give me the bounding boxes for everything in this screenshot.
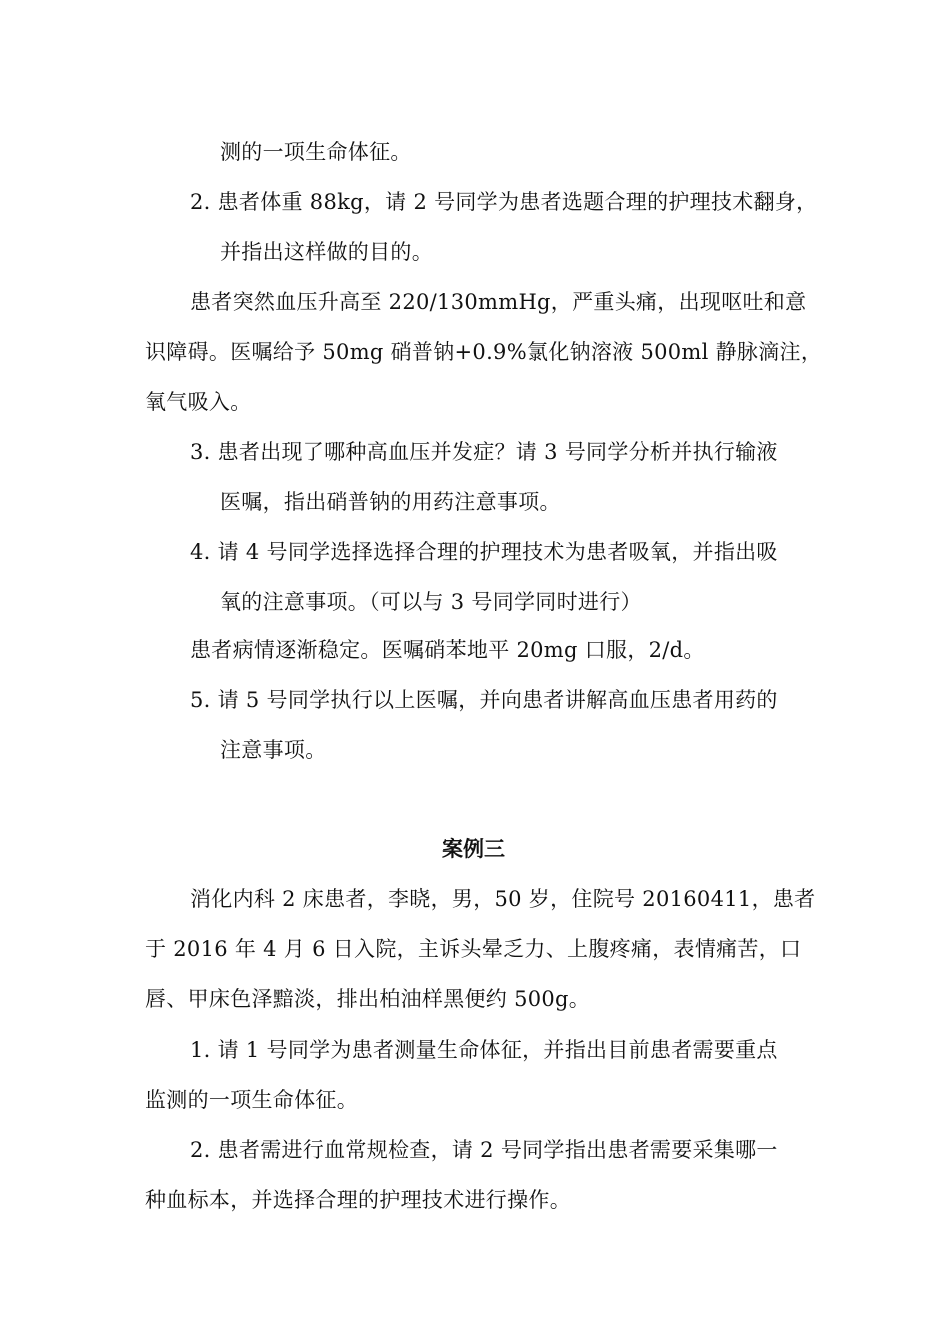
paragraph-1-line-2: 识障碍。医嘱给予 50mg 硝普钠+0.9%氯化钠溶液 500ml 静脉滴注，	[145, 340, 823, 364]
question-2-line-2: 并指出这样做的目的。	[220, 240, 433, 264]
question-3-line-1: 3. 患者出现了哪种高血压并发症？请 3 号同学分析并执行输液	[190, 440, 778, 464]
case-three-intro-line-2: 于 2016 年 4 月 6 日入院，主诉头晕乏力、上腹疼痛，表情痛苦，口	[145, 937, 802, 961]
question-3-line-2: 医嘱，指出硝普钠的用药注意事项。	[220, 490, 561, 514]
case-three-question-1-line-1: 1. 请 1 号同学为患者测量生命体征，并指出目前患者需要重点	[190, 1038, 778, 1062]
case-three-title: 案例三	[442, 837, 505, 861]
paragraph-2: 患者病情逐渐稳定。医嘱硝苯地平 20mg 口服，2/d。	[190, 638, 705, 662]
question-2-line-1: 2. 患者体重 88kg，请 2 号同学为患者选题合理的护理技术翻身，	[190, 190, 818, 214]
question-5-line-1: 5. 请 5 号同学执行以上医嘱，并向患者讲解高血压患者用药的	[190, 688, 778, 712]
question-1-continuation: 测的一项生命体征。	[220, 140, 412, 164]
paragraph-1-line-3: 氧气吸入。	[145, 390, 252, 414]
case-three-question-2-line-2: 种血标本，并选择合理的护理技术进行操作。	[145, 1188, 571, 1212]
case-three-question-1-line-2: 监测的一项生命体征。	[145, 1088, 358, 1112]
question-4-line-2: 氧的注意事项。（可以与 3 号同学同时进行）	[220, 590, 642, 614]
question-4-line-1: 4. 请 4 号同学选择选择合理的护理技术为患者吸氧，并指出吸	[190, 540, 778, 564]
question-5-line-2: 注意事项。	[220, 738, 327, 762]
case-three-intro-line-3: 唇、甲床色泽黯淡，排出柏油样黑便约 500g。	[145, 987, 591, 1011]
paragraph-1-line-1: 患者突然血压升高至 220/130mmHg，严重头痛，出现呕吐和意	[190, 290, 807, 314]
case-three-question-2-line-1: 2. 患者需进行血常规检查，请 2 号同学指出患者需要采集哪一	[190, 1138, 778, 1162]
case-three-intro-line-1: 消化内科 2 床患者，李晓，男，50 岁，住院号 20160411，患者	[190, 887, 816, 911]
